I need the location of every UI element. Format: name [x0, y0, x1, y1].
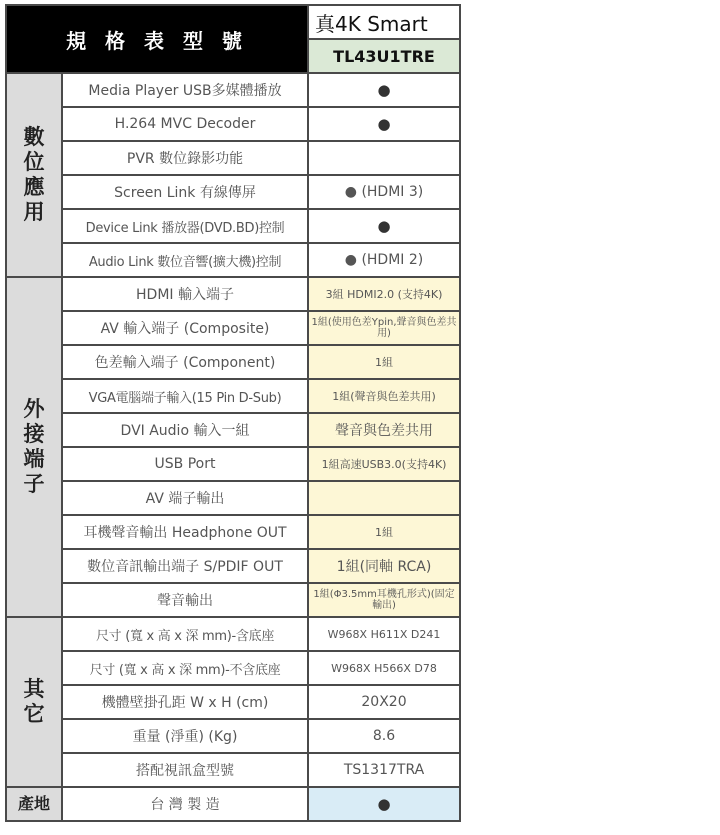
spec-label: VGA電腦端子輸入(15 Pin D-Sub): [62, 379, 308, 413]
spec-label: USB Port: [62, 447, 308, 481]
spec-value: ● (HDMI 3): [308, 175, 460, 209]
spec-value: 1組(聲音與色差共用): [308, 379, 460, 413]
spec-value: 20X20: [308, 685, 460, 719]
spec-table: [5, 4, 461, 822]
model-name: 真4K Smart: [308, 5, 460, 39]
spec-value: W968X H566X D78: [308, 651, 460, 685]
spec-value: 1組(Φ3.5mm耳機孔形式)(固定輸出): [308, 583, 460, 617]
spec-value: 1組: [308, 345, 460, 379]
spec-value: 1組(使用色差Ypin,聲音與色差共用): [308, 311, 460, 345]
spec-value: TS1317TRA: [308, 753, 460, 787]
spec-label: 聲音輸出: [62, 583, 308, 617]
spec-label: AV 輸入端子 (Composite): [62, 311, 308, 345]
spec-value: 1組(同軸 RCA): [308, 549, 460, 583]
section-digital-title: 數位應用: [6, 73, 62, 277]
spec-label: 搭配視訊盒型號: [62, 753, 308, 787]
spec-label: 機體壁掛孔距 W x H (cm): [62, 685, 308, 719]
spec-value: 3組 HDMI2.0 (支持4K): [308, 277, 460, 311]
spec-label: DVI Audio 輸入一組: [62, 413, 308, 447]
spec-label: 重量 (淨重) (Kg): [62, 719, 308, 753]
spec-label: AV 端子輸出: [62, 481, 308, 515]
spec-label: Device Link 播放器(DVD.BD)控制: [62, 209, 308, 243]
spec-label: 色差輸入端子 (Component): [62, 345, 308, 379]
spec-label: Media Player USB多媒體播放: [62, 73, 308, 107]
section-external-title: 外接端子: [6, 277, 62, 617]
section-origin-title: 產地: [6, 787, 62, 821]
spec-label: H.264 MVC Decoder: [62, 107, 308, 141]
spec-value: ●: [308, 107, 460, 141]
spec-value: ●: [308, 787, 460, 821]
spec-value: 1組: [308, 515, 460, 549]
spec-value: ● (HDMI 2): [308, 243, 460, 277]
spec-value: 8.6: [308, 719, 460, 753]
section-other-title: 其它: [6, 617, 62, 787]
spec-label: 台 灣 製 造: [62, 787, 308, 821]
model-code: TL43U1TRE: [308, 39, 460, 73]
spec-label: Audio Link 數位音響(擴大機)控制: [62, 243, 308, 277]
spec-label: 數位音訊輸出端子 S/PDIF OUT: [62, 549, 308, 583]
spec-value: ●: [308, 209, 460, 243]
spec-label: 耳機聲音輸出 Headphone OUT: [62, 515, 308, 549]
spec-label: 尺寸 (寬 x 高 x 深 mm)-含底座: [62, 617, 308, 651]
spec-value: [308, 141, 460, 175]
spec-value: [308, 481, 460, 515]
spec-value: ●: [308, 73, 460, 107]
spec-label: PVR 數位錄影功能: [62, 141, 308, 175]
spec-value: W968X H611X D241: [308, 617, 460, 651]
spec-label: HDMI 輸入端子: [62, 277, 308, 311]
spec-value: 1組高速USB3.0(支持4K): [308, 447, 460, 481]
spec-table-title: 規 格 表 型 號: [6, 5, 308, 73]
spec-label: Screen Link 有線傳屏: [62, 175, 308, 209]
spec-value: 聲音與色差共用: [308, 413, 460, 447]
spec-label: 尺寸 (寬 x 高 x 深 mm)-不含底座: [62, 651, 308, 685]
